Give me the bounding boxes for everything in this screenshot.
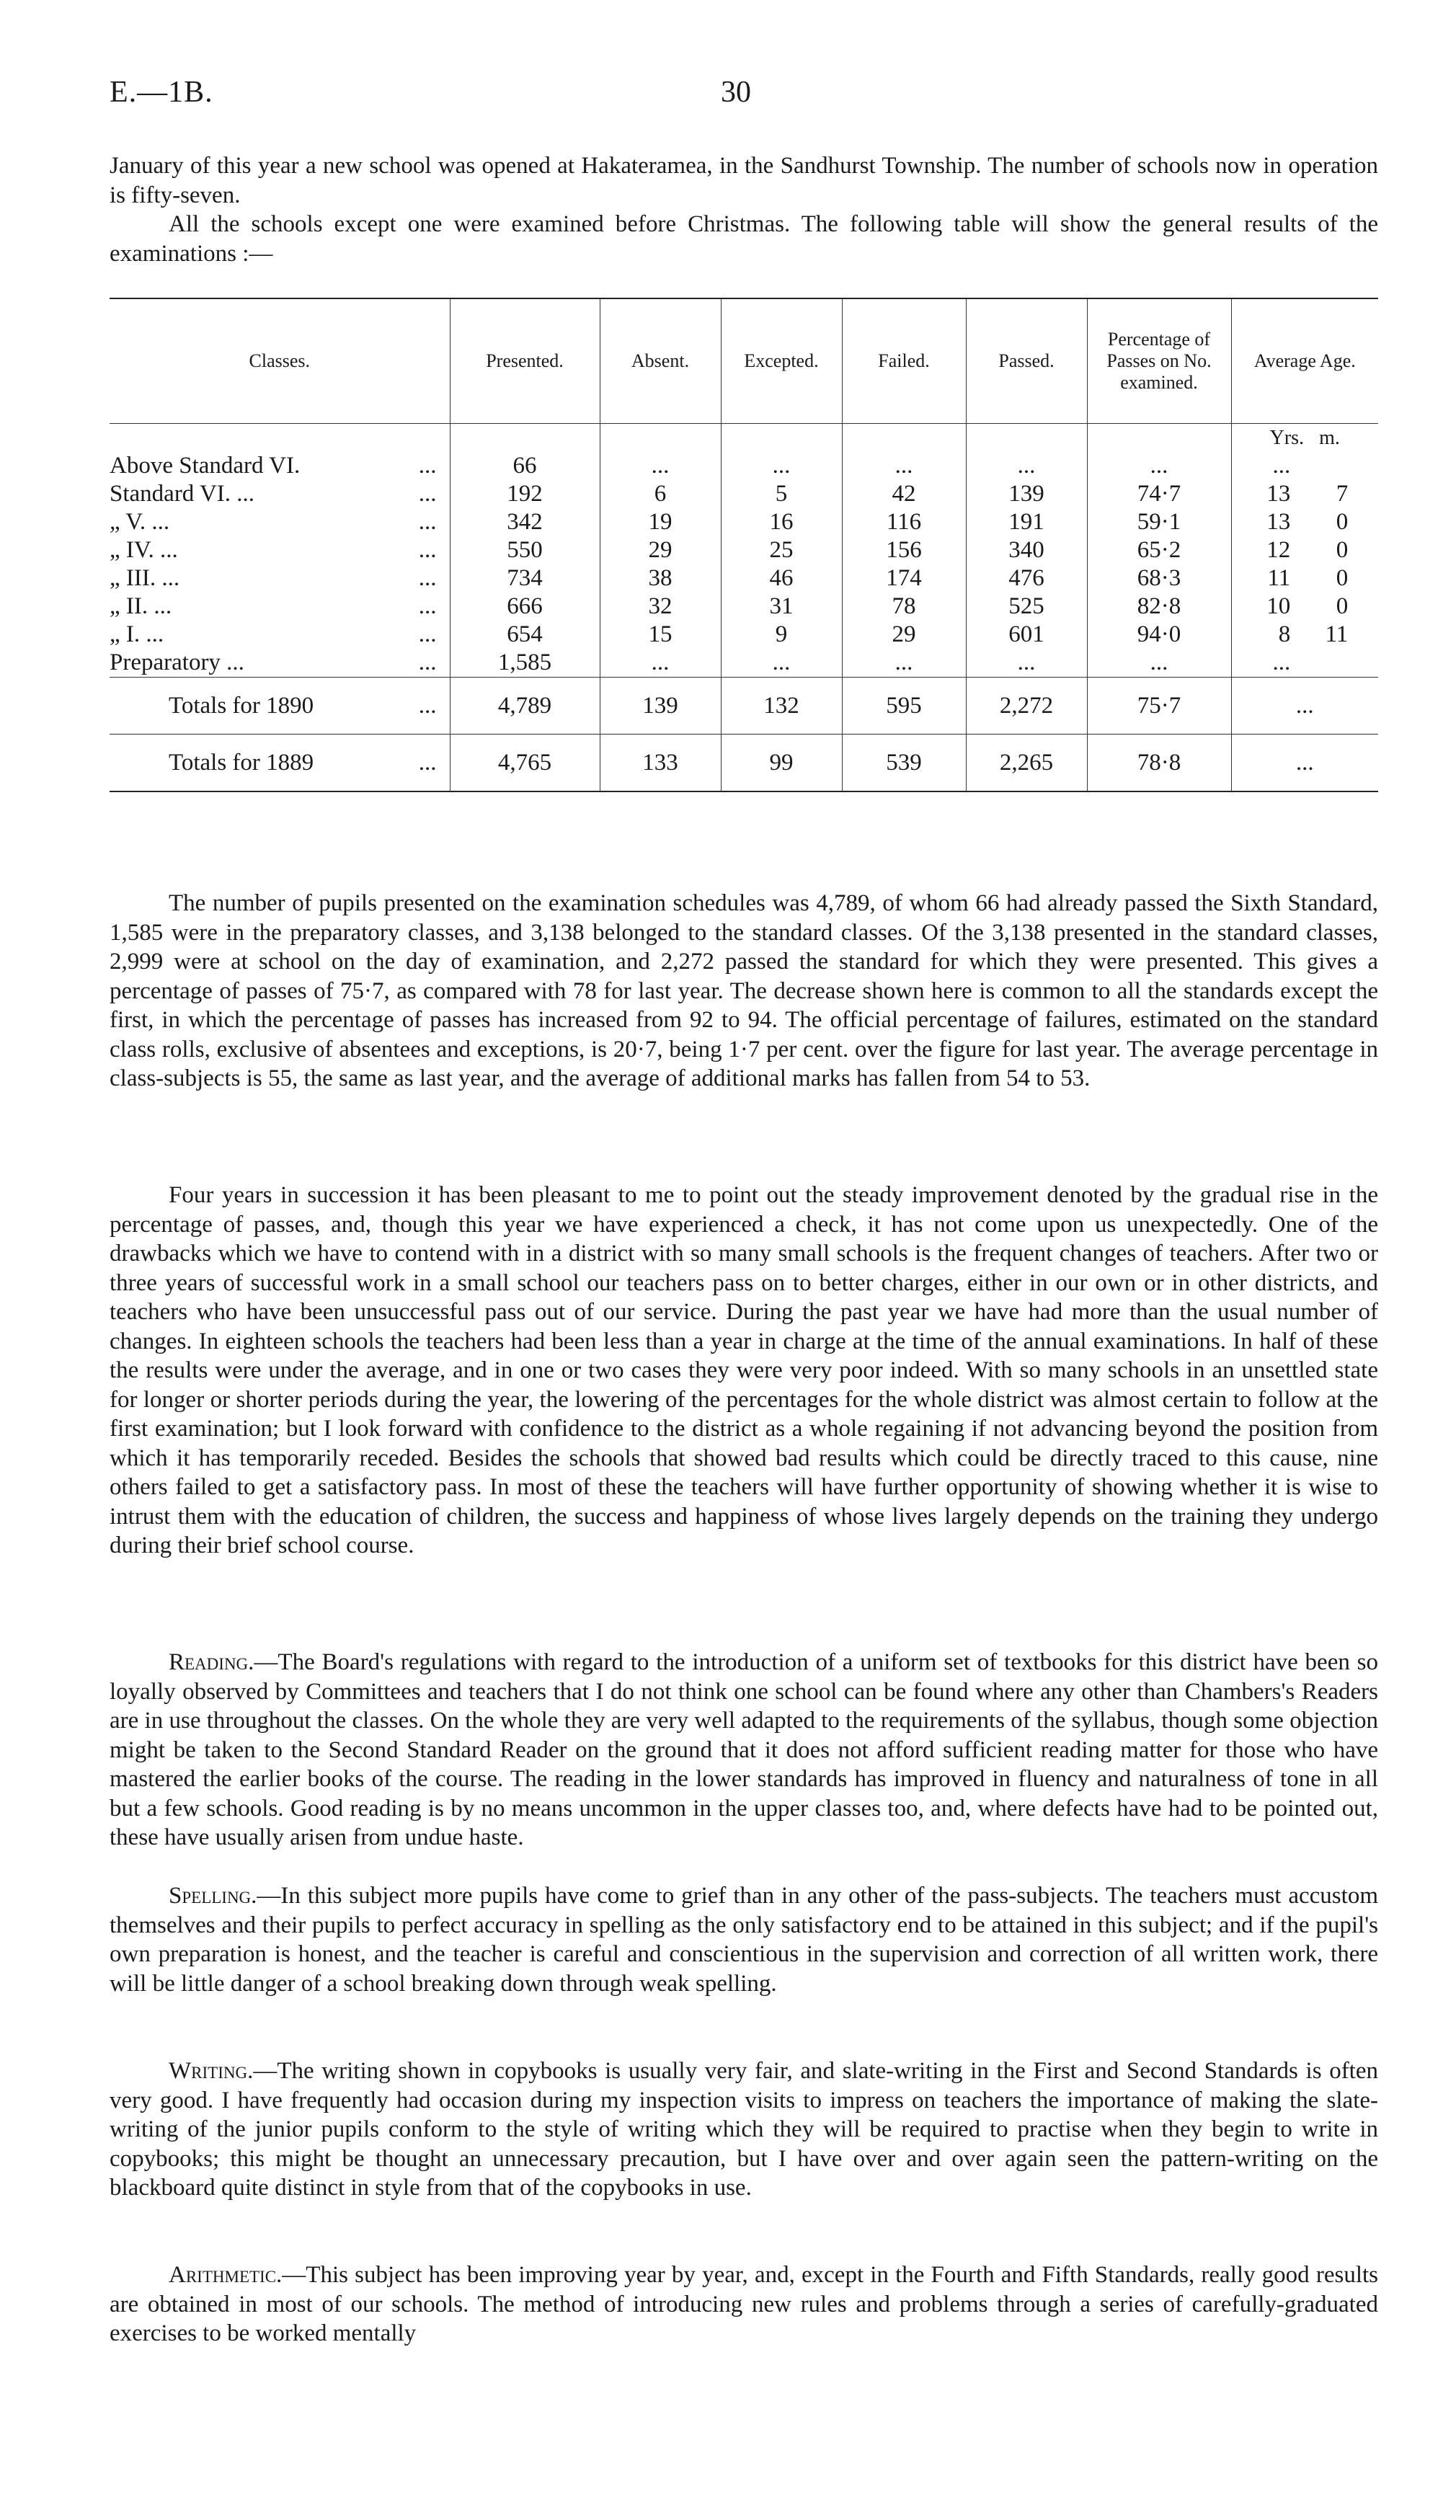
cell-presented: 66	[450, 452, 600, 480]
cell-excepted: 31	[721, 593, 842, 621]
cell-passed: 476	[966, 564, 1087, 593]
age-years: ...	[1272, 649, 1291, 675]
total-absent: 139	[600, 678, 721, 735]
cell-percentage: 74·7	[1087, 480, 1231, 508]
table-header-row	[110, 298, 1378, 424]
class-name: Above Standard VI.	[110, 453, 301, 479]
leader-dots: ...	[418, 621, 437, 647]
section-text-reading: —The Board's regulations with regard to the introduction of a uniform set of textbooks for this district have been so loyally observed by Committees and teachers that I do not think one school can be found where any other than Chambers's Readers are in use throughout the classes. On the whole they are very well adapted to the requirements of the syllabus, though some objection might be taken to the Second Standard Reader on the ground that it does not afford sufficient reading matter for those who have mastered the earlier books of the course. The reading in the lower standards has improved in fluency and naturalness of tone in all but a few schools. Good reading is by no means uncommon in the upper classes too, and, where defects have had to be pointed out, these have usually arisen from undue haste.	[110, 1649, 1378, 1850]
class-name: „ V. ...	[110, 509, 170, 535]
column-header-presented: Presented.	[450, 298, 600, 424]
cell-absent: 6	[600, 480, 721, 508]
cell-passed: ...	[966, 649, 1087, 678]
class-label	[110, 621, 450, 649]
class-label	[110, 536, 450, 564]
leader-dots: ...	[418, 453, 437, 479]
total-percentage: 78·8	[1087, 735, 1231, 792]
leader-dots: ...	[418, 750, 437, 776]
cell-failed: 42	[842, 480, 966, 508]
unit-years: Yrs.	[1269, 427, 1305, 449]
section-spelling	[110, 1881, 1378, 1998]
cell-percentage: 68·3	[1087, 564, 1231, 593]
cell-percentage: 82·8	[1087, 593, 1231, 621]
totals-name: Totals for 1890	[169, 693, 314, 719]
section-heading-writing: Writing.	[169, 2058, 254, 2084]
section-text-arithmetic: —This subject has been improving year by year, and, except in the Fourth and Fifth Standards, really good results are obtained in most of our schools. The method of introducing new rules and problems through a series of carefully-graduated exercises to be worked mentally	[110, 2262, 1378, 2346]
age-months: 0	[1336, 509, 1349, 535]
leader-dots: ...	[418, 537, 437, 563]
leader-dots: ...	[418, 649, 437, 675]
body-paragraph-2: Four years in succession it has been pleasant to me to point out the steady improvement denoted by the gradual rise in the percentage of passes, and, though this year we have experienced a check, it has not come upon us unexpectedly. One of the drawbacks which we have to contend with in a district with so many small schools is the frequent changes of teachers. After two or three years of successful work in a small school our teachers pass on to better charges, either in our own or in other districts, and teachers who have been unsuccessful pass out of our service. During the past year we have had more than the usual number of changes. In eighteen schools the teachers had been less than a year in charge at the time of the annual examinations. In half of these the results were under the average, and in one or two cases they were very poor indeed. With so many schools in an unsettled state for longer or shorter periods during the year, the lowering of the percentages for the whole district was almost certain to follow at the first examination; but I look forward with confidence to the district as a whole regaining if not advancing beyond the position from which it has temporarily receded. Besides the schools that showed bad results which could be directly traced to this cause, nine others failed to get a satisfactory pass. In most of these the teachers will have further opportunity of showing whether it is wise to intrust them with the education of children, the success and happiness of whose lives largely depends on the training they undergo during their brief school course.	[110, 1182, 1378, 1558]
age-months: 0	[1336, 565, 1349, 591]
total-percentage: 75·7	[1087, 678, 1231, 735]
cell-presented: 666	[450, 593, 600, 621]
cell-excepted: 46	[721, 564, 842, 593]
page-number: 30	[721, 76, 751, 109]
column-header-excepted: Excepted.	[721, 298, 842, 424]
cell-presented: 654	[450, 621, 600, 649]
age-years: 11	[1267, 565, 1291, 591]
class-label	[110, 593, 450, 621]
age-years: 10	[1266, 593, 1291, 619]
cell-average-age	[1231, 649, 1378, 678]
class-name: Standard VI. ...	[110, 481, 255, 507]
cell-passed: 340	[966, 536, 1087, 564]
section-heading-arithmetic: Arithmetic.	[169, 2262, 283, 2288]
class-name: Preparatory ...	[110, 649, 244, 675]
totals-label	[110, 735, 450, 792]
cell-average-age	[1231, 593, 1378, 621]
column-header-average-age: Average Age.	[1231, 298, 1378, 424]
column-header-absent: Absent.	[600, 298, 721, 424]
table-row	[110, 536, 1378, 564]
cell-failed: ...	[842, 452, 966, 480]
cell-percentage: 94·0	[1087, 621, 1231, 649]
section-text-spelling: —In this subject more pupils have come to grief than in any other of the pass-subjects. The teachers must accustom themselves and their pupils to perfect accuracy in spelling as the only satisfactory end to be attained in this subject; and if the pupil's own preparation is honest, and the teacher is careful and conscientious in the supervision and correction of all written work, there will be little danger of a school breaking down through weak spelling.	[110, 1883, 1378, 1997]
column-header-failed: Failed.	[842, 298, 966, 424]
leader-dots: ...	[418, 481, 437, 507]
class-name: „ I. ...	[110, 621, 164, 647]
leader-dots: ...	[418, 693, 437, 719]
cell-presented: 342	[450, 508, 600, 536]
age-years: 13	[1266, 481, 1291, 507]
age-months: 7	[1336, 481, 1349, 507]
total-presented: 4,765	[450, 735, 600, 792]
table-row	[110, 564, 1378, 593]
cell-excepted: 5	[721, 480, 842, 508]
total-failed: 539	[842, 735, 966, 792]
total-passed: 2,272	[966, 678, 1087, 735]
totals-row	[110, 678, 1378, 735]
class-label	[110, 564, 450, 593]
cell-passed: ...	[966, 452, 1087, 480]
cell-passed: 525	[966, 593, 1087, 621]
cell-excepted: 16	[721, 508, 842, 536]
cell-average-age	[1231, 621, 1378, 649]
section-heading-reading: Reading.	[169, 1649, 254, 1675]
cell-failed: 156	[842, 536, 966, 564]
section-heading-spelling: Spelling.	[169, 1883, 257, 1909]
class-label	[110, 480, 450, 508]
cell-failed: ...	[842, 649, 966, 678]
class-name: „ IV. ...	[110, 537, 178, 563]
cell-absent: 32	[600, 593, 721, 621]
age-years: ...	[1272, 453, 1291, 479]
cell-presented: 192	[450, 480, 600, 508]
cell-average-age	[1231, 536, 1378, 564]
table-row	[110, 621, 1378, 649]
cell-excepted: ...	[721, 452, 842, 480]
leader-dots: ...	[418, 509, 437, 535]
cell-passed: 139	[966, 480, 1087, 508]
cell-failed: 29	[842, 621, 966, 649]
cell-percentage: ...	[1087, 649, 1231, 678]
units-row	[110, 424, 1378, 453]
column-header-passed: Passed.	[966, 298, 1087, 424]
cell-absent: ...	[600, 649, 721, 678]
table-row	[110, 649, 1378, 678]
cell-absent: 29	[600, 536, 721, 564]
cell-excepted: 9	[721, 621, 842, 649]
table-row	[110, 452, 1378, 480]
cell-absent: 15	[600, 621, 721, 649]
total-presented: 4,789	[450, 678, 600, 735]
cell-passed: 191	[966, 508, 1087, 536]
report-reference: E.—1B.	[110, 76, 213, 109]
class-label	[110, 649, 450, 678]
column-header-percentage: Percentage of Passes on No. examined.	[1087, 298, 1231, 424]
cell-average-age	[1231, 564, 1378, 593]
age-years: 13	[1266, 509, 1291, 535]
class-name: „ II. ...	[110, 593, 172, 619]
total-excepted: 132	[721, 678, 842, 735]
cell-average-age	[1231, 480, 1378, 508]
cell-excepted: ...	[721, 649, 842, 678]
section-arithmetic	[110, 2261, 1378, 2348]
cell-presented: 1,585	[450, 649, 600, 678]
section-text-writing: —The writing shown in copybooks is usually very fair, and slate-writing in the First and Second Standards is often very good. I have frequently had occasion during my inspection visits to impress on teachers the importance of making the slate-writing of the junior pupils conform to the style of writing which they will be required to practise when they begin to write in copybooks; this might be thought an unnecessary precaution, but I have over and over again seen the pattern-writing on the blackboard quite distinct in style from that of the copybooks in use.	[110, 2058, 1378, 2201]
total-excepted: 99	[721, 735, 842, 792]
cell-failed: 174	[842, 564, 966, 593]
cell-presented: 734	[450, 564, 600, 593]
total-average-age: ...	[1231, 735, 1378, 792]
total-absent: 133	[600, 735, 721, 792]
body-paragraph-1: The number of pupils presented on the examination schedules was 4,789, of whom 66 had already passed the Sixth Standard, 1,585 were in the preparatory classes, and 3,138 belonged to the standard classes. Of the 3,138 presented in the standard classes, 2,999 were at school on the day of examination, and 2,272 passed the standard for which they were presented. This gives a percentage of passes of 75·7, as compared with 78 for last year. The decrease shown here is common to all the standards except the first, in which the percentage of passes has increased from 92 to 94. The official percentage of failures, estimated on the standard class rolls, exclusive of absentees and exceptions, is 20·7, being 1·7 per cent. over the figure for last year. The average percentage in class-subjects is 55, the same as last year, and the average of additional marks has fallen from 54 to 53.	[110, 890, 1378, 1091]
table-row	[110, 593, 1378, 621]
totals-label	[110, 678, 450, 735]
totals-name: Totals for 1889	[169, 750, 314, 776]
cell-percentage: 65·2	[1087, 536, 1231, 564]
cell-average-age	[1231, 452, 1378, 480]
cell-average-age	[1231, 508, 1378, 536]
class-label	[110, 452, 450, 480]
age-years: 12	[1266, 537, 1291, 563]
table-row	[110, 480, 1378, 508]
cell-percentage: 59·1	[1087, 508, 1231, 536]
cell-absent: 38	[600, 564, 721, 593]
totals-row	[110, 735, 1378, 792]
class-label	[110, 508, 450, 536]
cell-presented: 550	[450, 536, 600, 564]
cell-failed: 78	[842, 593, 966, 621]
age-months: 0	[1336, 593, 1349, 619]
unit-months: m.	[1319, 427, 1340, 449]
table-row	[110, 508, 1378, 536]
age-months: 0	[1336, 537, 1349, 563]
cell-failed: 116	[842, 508, 966, 536]
section-reading	[110, 1648, 1378, 1853]
cell-absent: 19	[600, 508, 721, 536]
total-failed: 595	[842, 678, 966, 735]
age-years: 8	[1278, 621, 1291, 647]
section-writing	[110, 2057, 1378, 2203]
leader-dots: ...	[418, 565, 437, 591]
age-months: 11	[1325, 621, 1349, 647]
cell-percentage: ...	[1087, 452, 1231, 480]
cell-absent: ...	[600, 452, 721, 480]
leader-dots: ...	[418, 593, 437, 619]
intro-paragraph-1: January of this year a new school was opened at Hakateramea, in the Sandhurst Township. The number of schools now in operation is fifty-seven.	[110, 153, 1378, 208]
total-passed: 2,265	[966, 735, 1087, 792]
examination-results-table	[110, 298, 1378, 792]
cell-excepted: 25	[721, 536, 842, 564]
cell-passed: 601	[966, 621, 1087, 649]
column-header-classes: Classes.	[110, 298, 450, 424]
total-average-age: ...	[1231, 678, 1378, 735]
intro-paragraph-2: All the schools except one were examined before Christmas. The following table will show the general results of the examinations :—	[110, 211, 1378, 267]
class-name: „ III. ...	[110, 565, 180, 591]
